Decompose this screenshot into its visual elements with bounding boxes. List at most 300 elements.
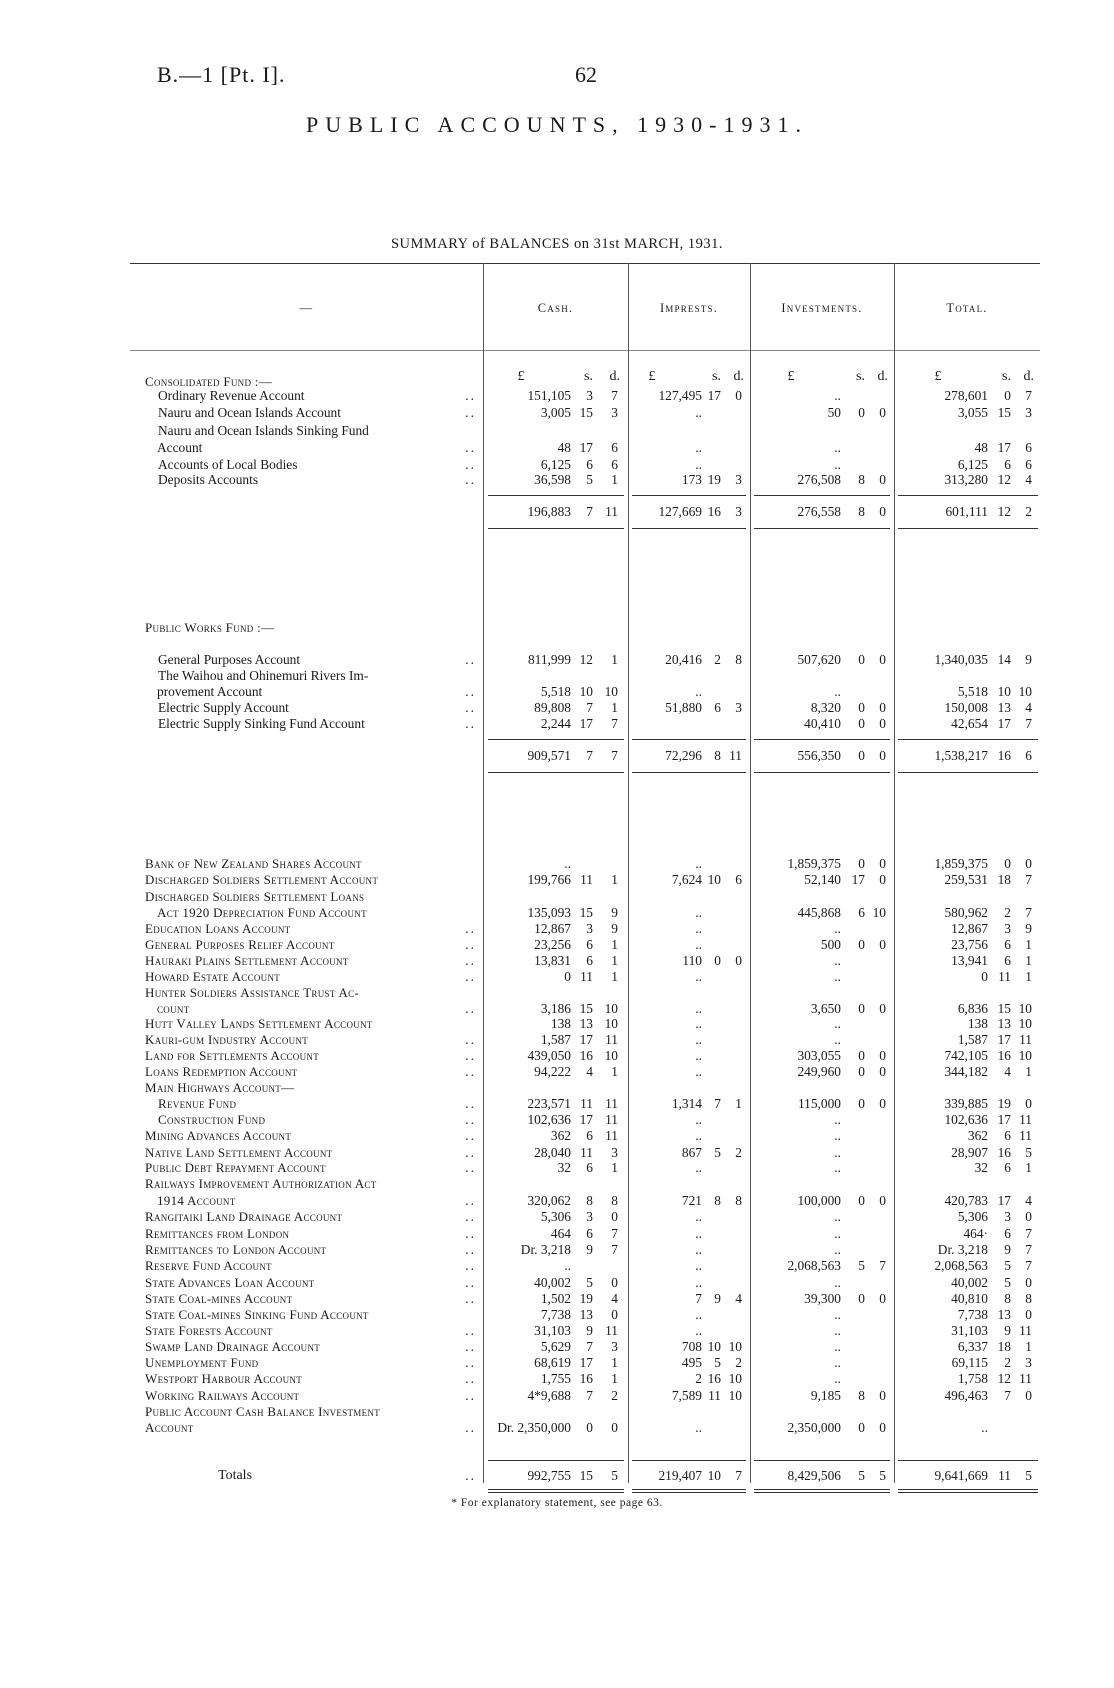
- cash-pence: 6: [611, 440, 618, 455]
- investments-empty-cell: ..: [834, 1355, 841, 1370]
- cash-shillings: 5: [586, 1275, 593, 1290]
- investments-pence: 0: [879, 504, 886, 519]
- imprests-shillings: 10: [707, 1468, 721, 1483]
- cash-shillings: 17: [579, 1355, 593, 1370]
- cash-pounds: 13,831: [534, 953, 571, 968]
- cash-pence: 9: [611, 921, 618, 936]
- cash-pounds: 7,738: [540, 1307, 571, 1322]
- investments-pounds: 276,508: [797, 472, 841, 487]
- imprests-empty-cell: ..: [695, 937, 702, 952]
- subtotal-rule: [632, 739, 746, 740]
- imprests-empty-cell: ..: [695, 1048, 702, 1063]
- total-pence: 10: [1018, 684, 1032, 699]
- total-pounds: 12,867: [951, 921, 988, 936]
- leader-dots: ..: [465, 1339, 476, 1354]
- total-empty-cell: ..: [981, 1420, 988, 1435]
- totals-top-rule: [488, 1460, 624, 1461]
- total-pounds: 40,002: [951, 1275, 988, 1290]
- imprests-pounds: 7,624: [671, 872, 702, 887]
- table-row: [0, 1420, 1114, 1436]
- investments-shillings: 0: [858, 856, 865, 871]
- total-shillings: 18: [997, 872, 1011, 887]
- total-shillings: 6: [1004, 937, 1011, 952]
- row-label: Remittances to London Account: [145, 1242, 327, 1257]
- table-row: [0, 1307, 1114, 1323]
- table-row: [0, 405, 1114, 421]
- imprests-empty-cell: ..: [695, 1323, 702, 1338]
- imprests-shillings: 9: [714, 1291, 721, 1306]
- total-pence: 10: [1018, 1016, 1032, 1031]
- imprests-empty-cell: ..: [695, 1307, 702, 1322]
- table-row: [0, 1323, 1114, 1339]
- total-pounds: 48: [974, 440, 988, 455]
- leader-dots: ..: [465, 1323, 476, 1338]
- cash-pounds: 199,766: [527, 872, 571, 887]
- investments-pounds: 100,000: [797, 1193, 841, 1208]
- investments-pence: 0: [879, 472, 886, 487]
- leader-dots: ..: [465, 1048, 476, 1063]
- investments-empty-cell: ..: [834, 1339, 841, 1354]
- row-label: Accounts of Local Bodies: [158, 457, 298, 472]
- investments-shillings: 0: [858, 1001, 865, 1016]
- investments-pence: 0: [879, 1048, 886, 1063]
- cash-pence: 11: [605, 1112, 618, 1127]
- cash-empty-cell: ..: [564, 856, 571, 871]
- row-label: Electric Supply Sinking Fund Account: [158, 716, 365, 731]
- row-label: State Forests Account: [145, 1323, 273, 1338]
- total-pence: 7: [1025, 905, 1032, 920]
- investments-empty-cell: ..: [834, 1032, 841, 1047]
- cash-shillings: 3: [586, 388, 593, 403]
- imprests-pence: 3: [735, 700, 742, 715]
- cash-pence: 3: [611, 1339, 618, 1354]
- investments-shillings: 8: [858, 504, 865, 519]
- cash-shillings: 11: [580, 1096, 593, 1111]
- row-label: Public Debt Repayment Account: [145, 1160, 326, 1175]
- leader-dots: ..: [465, 716, 476, 731]
- total-pounds: 1,538,217: [934, 748, 988, 763]
- cash-shillings: 9: [586, 1323, 593, 1338]
- total-shillings: 17: [997, 1032, 1011, 1047]
- total-pounds: 23,756: [951, 937, 988, 952]
- investments-pounds: 507,620: [797, 652, 841, 667]
- total-pounds: 496,463: [944, 1388, 988, 1403]
- imprests-pounds: 708: [681, 1339, 702, 1354]
- imprests-shillings: 19: [707, 472, 721, 487]
- row-label: Bank of New Zealand Shares Account: [145, 856, 362, 871]
- imprests-empty-cell: ..: [695, 1016, 702, 1031]
- total-shillings: 18: [997, 1339, 1011, 1354]
- table-row: [0, 748, 1114, 764]
- subtotal-rule: [898, 528, 1038, 529]
- table-subtitle: SUMMARY of BALANCES on 31st MARCH, 1931.: [390, 236, 724, 252]
- row-label: Reserve Fund Account: [145, 1258, 272, 1273]
- investments-empty-cell: ..: [834, 684, 841, 699]
- leader-dots: ..: [465, 1193, 476, 1208]
- cash-pounds: 94,222: [534, 1064, 571, 1079]
- total-shillings: 5: [1004, 1258, 1011, 1273]
- leader-dots: ..: [465, 1128, 476, 1143]
- cash-shillings: 9: [586, 1242, 593, 1257]
- leader-dots: ..: [465, 405, 476, 420]
- cash-pence: 1: [611, 872, 618, 887]
- total-pounds: 40,810: [951, 1291, 988, 1306]
- cash-pounds: 23,256: [534, 937, 571, 952]
- table-row: [0, 1371, 1114, 1387]
- investments-empty-cell: ..: [834, 1323, 841, 1338]
- cash-shillings: 15: [579, 905, 593, 920]
- cash-shillings: 6: [586, 457, 593, 472]
- investments-pence: 0: [879, 872, 886, 887]
- imprests-shillings: 8: [714, 1193, 721, 1208]
- cash-pounds: Dr. 2,350,000: [497, 1420, 571, 1435]
- investments-empty-cell: ..: [834, 1016, 841, 1031]
- investments-empty-cell: ..: [834, 1160, 841, 1175]
- leader-dots: ..: [465, 921, 476, 936]
- cash-pounds: 2,244: [540, 716, 571, 731]
- investments-pounds: 2,068,563: [787, 1258, 841, 1273]
- total-pence: 8: [1025, 1291, 1032, 1306]
- investments-pence: 0: [879, 1420, 886, 1435]
- row-label: Howard Estate Account: [145, 969, 281, 984]
- imprests-pounds: 7: [695, 1291, 702, 1306]
- subtotal-rule: [898, 772, 1038, 773]
- table-row: [0, 905, 1114, 921]
- row-label: Loans Redemption Account: [145, 1064, 298, 1079]
- cash-shillings: 16: [579, 1048, 593, 1063]
- table-row: [0, 937, 1114, 953]
- totals-row: [0, 1468, 1114, 1484]
- table-row: [0, 1339, 1114, 1355]
- imprests-pence: 0: [735, 953, 742, 968]
- cash-pounds: 5,306: [540, 1209, 571, 1224]
- table-row: [0, 1128, 1114, 1144]
- total-pence: 0: [1025, 1388, 1032, 1403]
- total-pounds: 28,907: [951, 1145, 988, 1160]
- row-label: Construction Fund: [158, 1112, 266, 1127]
- total-shillings: 12: [997, 1371, 1011, 1386]
- total-shillings: 17: [997, 1112, 1011, 1127]
- shilling-unit: s.: [856, 369, 865, 384]
- imprests-pence: 0: [735, 388, 742, 403]
- total-shillings: 3: [1004, 921, 1011, 936]
- cash-pence: 1: [611, 472, 618, 487]
- imprests-empty-cell: ..: [695, 1064, 702, 1079]
- investments-pence: 0: [879, 1096, 886, 1111]
- total-pounds: 601,111: [945, 504, 988, 519]
- table-row: [0, 1032, 1114, 1048]
- imprests-empty-cell: ..: [695, 1001, 702, 1016]
- total-shillings: 7: [1004, 1388, 1011, 1403]
- row-label: Discharged Soldiers Settlement Loans: [145, 889, 365, 904]
- total-pence: 7: [1025, 1226, 1032, 1241]
- column-header-cash: Cash.: [537, 301, 574, 315]
- investments-pounds: 9,185: [810, 1388, 841, 1403]
- investments-shillings: 8: [858, 472, 865, 487]
- table-row: [0, 1404, 1114, 1420]
- cash-pounds: 5,518: [540, 684, 571, 699]
- imprests-pounds: 495: [681, 1355, 702, 1370]
- total-pence: 11: [1019, 1371, 1032, 1386]
- leader-dots: ..: [465, 652, 476, 667]
- column-header-first: —: [299, 301, 314, 315]
- leader-dots: ..: [465, 1371, 476, 1386]
- total-pence: 4: [1025, 700, 1032, 715]
- cash-shillings: 17: [579, 1112, 593, 1127]
- cash-shillings: 3: [586, 921, 593, 936]
- cash-pounds: Dr. 3,218: [520, 1242, 571, 1257]
- total-pounds: 1,587: [957, 1032, 988, 1047]
- total-pounds: 102,636: [944, 1112, 988, 1127]
- imprests-pence: 1: [735, 1096, 742, 1111]
- cash-pounds: 320,062: [527, 1193, 571, 1208]
- total-shillings: 6: [1004, 457, 1011, 472]
- cash-shillings: 4: [586, 1064, 593, 1079]
- row-label: General Purposes Account: [158, 652, 301, 667]
- cash-pounds: 31,103: [534, 1323, 571, 1338]
- total-pounds: 1,859,375: [934, 856, 988, 871]
- total-pence: 10: [1018, 1048, 1032, 1063]
- imprests-empty-cell: ..: [695, 1112, 702, 1127]
- cash-pounds: 32: [557, 1160, 571, 1175]
- investments-pounds: 2,350,000: [787, 1420, 841, 1435]
- row-label: Mining Advances Account: [145, 1128, 292, 1143]
- table-row: [0, 921, 1114, 937]
- total-shillings: 13: [997, 1016, 1011, 1031]
- total-shillings: 9: [1004, 1242, 1011, 1257]
- imprests-empty-cell: ..: [695, 921, 702, 936]
- imprests-empty-cell: ..: [695, 1420, 702, 1435]
- total-pounds: 259,531: [944, 872, 988, 887]
- row-label: Nauru and Ocean Islands Account: [158, 405, 341, 420]
- investments-pounds: 39,300: [804, 1291, 841, 1306]
- totals-bottom-rule: [754, 1489, 890, 1490]
- table-row: [0, 1112, 1114, 1128]
- total-pounds: 13,941: [951, 953, 988, 968]
- cash-shillings: 7: [586, 1388, 593, 1403]
- cash-shillings: 7: [586, 748, 593, 763]
- table-row: [0, 1160, 1114, 1176]
- investments-shillings: 0: [858, 1193, 865, 1208]
- page-title: PUBLIC ACCOUNTS, 1930-1931.: [306, 112, 808, 137]
- cash-pounds: 135,093: [527, 905, 571, 920]
- investments-pounds: 50: [827, 405, 841, 420]
- imprests-empty-cell: ..: [695, 969, 702, 984]
- row-label: Railways Improvement Authorization Act: [145, 1176, 377, 1191]
- row-label: Electric Supply Account: [158, 700, 289, 715]
- investments-shillings: 17: [851, 872, 865, 887]
- total-pence: 1: [1025, 1160, 1032, 1175]
- total-pounds: 2,068,563: [934, 1258, 988, 1273]
- cash-pence: 1: [611, 1160, 618, 1175]
- investments-pounds: 1,859,375: [787, 856, 841, 871]
- total-pounds: 6,836: [957, 1001, 988, 1016]
- imprests-shillings: 6: [714, 700, 721, 715]
- total-shillings: 11: [998, 1468, 1011, 1483]
- cash-shillings: 3: [586, 1209, 593, 1224]
- shilling-unit: s.: [712, 369, 721, 384]
- investments-pounds: 303,055: [797, 1048, 841, 1063]
- totals-bottom-rule: [488, 1492, 624, 1493]
- investments-pence: 0: [879, 1001, 886, 1016]
- cash-shillings: 17: [579, 1032, 593, 1047]
- subtotal-rule: [754, 528, 890, 529]
- total-shillings: 17: [997, 440, 1011, 455]
- row-label: Public Works Fund :—: [145, 620, 275, 635]
- table-row: [0, 1209, 1114, 1225]
- imprests-pence: 2: [735, 1145, 742, 1160]
- totals-bottom-rule: [632, 1492, 746, 1493]
- total-shillings: 0: [1004, 856, 1011, 871]
- investments-empty-cell: ..: [834, 1242, 841, 1257]
- total-pounds: 6,125: [957, 457, 988, 472]
- cash-pence: 4: [611, 1291, 618, 1306]
- investments-pence: 0: [879, 937, 886, 952]
- investments-empty-cell: ..: [834, 1112, 841, 1127]
- imprests-empty-cell: ..: [695, 856, 702, 871]
- imprests-shillings: 5: [714, 1355, 721, 1370]
- investments-empty-cell: ..: [834, 1307, 841, 1322]
- total-pounds: 7,738: [957, 1307, 988, 1322]
- imprests-pounds: 127,669: [658, 504, 702, 519]
- total-shillings: 6: [1004, 1226, 1011, 1241]
- table-row: [0, 1226, 1114, 1242]
- leader-dots: ..: [465, 1242, 476, 1257]
- cash-pence: 1: [611, 953, 618, 968]
- imprests-shillings: 7: [714, 1096, 721, 1111]
- cash-pence: 0: [611, 1307, 618, 1322]
- leader-dots: ..: [465, 1388, 476, 1403]
- cash-pounds: 811,999: [527, 652, 571, 667]
- investments-pence: 0: [879, 1064, 886, 1079]
- imprests-pounds: 2: [695, 1371, 702, 1386]
- leader-dots: ..: [465, 969, 476, 984]
- column-header-investments: Investments.: [781, 301, 863, 315]
- table-row: [0, 1048, 1114, 1064]
- cash-shillings: 6: [586, 1160, 593, 1175]
- imprests-shillings: 16: [707, 1371, 721, 1386]
- investments-pence: 0: [879, 716, 886, 731]
- investments-shillings: 0: [858, 1291, 865, 1306]
- total-pence: 5: [1025, 1468, 1032, 1483]
- cash-pence: 6: [611, 457, 618, 472]
- investments-pence: 5: [879, 1468, 886, 1483]
- investments-pounds: 8,320: [810, 700, 841, 715]
- cash-pence: 3: [611, 1145, 618, 1160]
- imprests-empty-cell: ..: [695, 1032, 702, 1047]
- total-pence: 7: [1025, 872, 1032, 887]
- table-row: [0, 1275, 1114, 1291]
- total-pence: 7: [1025, 1242, 1032, 1257]
- imprests-empty-cell: ..: [695, 1128, 702, 1143]
- cash-pence: 8: [611, 1193, 618, 1208]
- investments-pounds: 52,140: [804, 872, 841, 887]
- investments-shillings: 0: [858, 405, 865, 420]
- header-bottom-rule: [130, 350, 1040, 351]
- investments-shillings: 0: [858, 1096, 865, 1111]
- row-label: Main Highways Account—: [145, 1080, 295, 1095]
- imprests-pounds: 867: [681, 1145, 702, 1160]
- row-label: Act 1920 Depreciation Fund Account: [157, 905, 367, 920]
- table-row: [0, 684, 1114, 700]
- cash-pounds: 3,186: [540, 1001, 571, 1016]
- cash-shillings: 13: [579, 1307, 593, 1322]
- imprests-pence: 8: [735, 1193, 742, 1208]
- cash-pounds: 68,619: [534, 1355, 571, 1370]
- cash-shillings: 5: [586, 472, 593, 487]
- total-pence: 6: [1025, 440, 1032, 455]
- cash-pence: 10: [604, 1001, 618, 1016]
- total-pence: 1: [1025, 1064, 1032, 1079]
- pence-unit: d.: [1023, 369, 1034, 384]
- cash-pence: 0: [611, 1209, 618, 1224]
- cash-pounds: 464: [550, 1226, 571, 1241]
- imprests-pounds: 219,407: [658, 1468, 702, 1483]
- cash-pence: 1: [611, 937, 618, 952]
- imprests-pence: 3: [735, 472, 742, 487]
- total-shillings: 12: [997, 472, 1011, 487]
- investments-shillings: 8: [858, 1388, 865, 1403]
- leader-dots: ..: [465, 1275, 476, 1290]
- table-row: [0, 969, 1114, 985]
- row-label: Revenue Fund: [158, 1096, 237, 1111]
- cash-shillings: 6: [586, 937, 593, 952]
- imprests-pence: 10: [728, 1388, 742, 1403]
- investments-empty-cell: ..: [834, 1275, 841, 1290]
- cash-pence: 7: [611, 1242, 618, 1257]
- imprests-pence: 10: [728, 1339, 742, 1354]
- investments-pence: 0: [879, 405, 886, 420]
- row-label: count: [157, 1001, 190, 1016]
- cash-shillings: 6: [586, 953, 593, 968]
- row-label: Remittances from London: [145, 1226, 290, 1241]
- cash-pounds: 6,125: [540, 457, 571, 472]
- total-shillings: 9: [1004, 1323, 1011, 1338]
- total-pounds: 1,340,035: [934, 652, 988, 667]
- cash-pence: 7: [611, 716, 618, 731]
- row-label: State Advances Loan Account: [145, 1275, 315, 1290]
- table-row: [0, 953, 1114, 969]
- cash-shillings: 6: [586, 1128, 593, 1143]
- imprests-empty-cell: ..: [695, 684, 702, 699]
- total-pence: 0: [1025, 1209, 1032, 1224]
- leader-dots: ..: [465, 1096, 476, 1111]
- total-pounds: 6,337: [957, 1339, 988, 1354]
- imprests-pence: 7: [735, 1468, 742, 1483]
- total-pounds: 138: [967, 1016, 988, 1031]
- totals-top-rule: [632, 1460, 746, 1461]
- leader-dots: ..: [465, 457, 476, 472]
- cash-pounds: 0: [564, 969, 571, 984]
- cash-pence: 7: [611, 1226, 618, 1241]
- total-pounds: 3,055: [957, 405, 988, 420]
- cash-shillings: 11: [580, 1145, 593, 1160]
- document-reference: B.—1 [Pt. I].: [157, 62, 286, 87]
- cash-shillings: 15: [579, 405, 593, 420]
- cash-pounds: 439,050: [527, 1048, 571, 1063]
- leader-dots: ..: [465, 440, 476, 455]
- row-label: General Purposes Relief Account: [145, 937, 335, 952]
- cash-shillings: 11: [580, 969, 593, 984]
- investments-pounds: 500: [820, 937, 841, 952]
- table-row: [0, 457, 1114, 473]
- cash-shillings: 13: [579, 1016, 593, 1031]
- investments-empty-cell: ..: [834, 1128, 841, 1143]
- table-row: [0, 1096, 1114, 1112]
- cash-pounds: 1,755: [540, 1371, 571, 1386]
- cash-empty-cell: ..: [564, 1258, 571, 1273]
- leader-dots: ..: [465, 1468, 476, 1483]
